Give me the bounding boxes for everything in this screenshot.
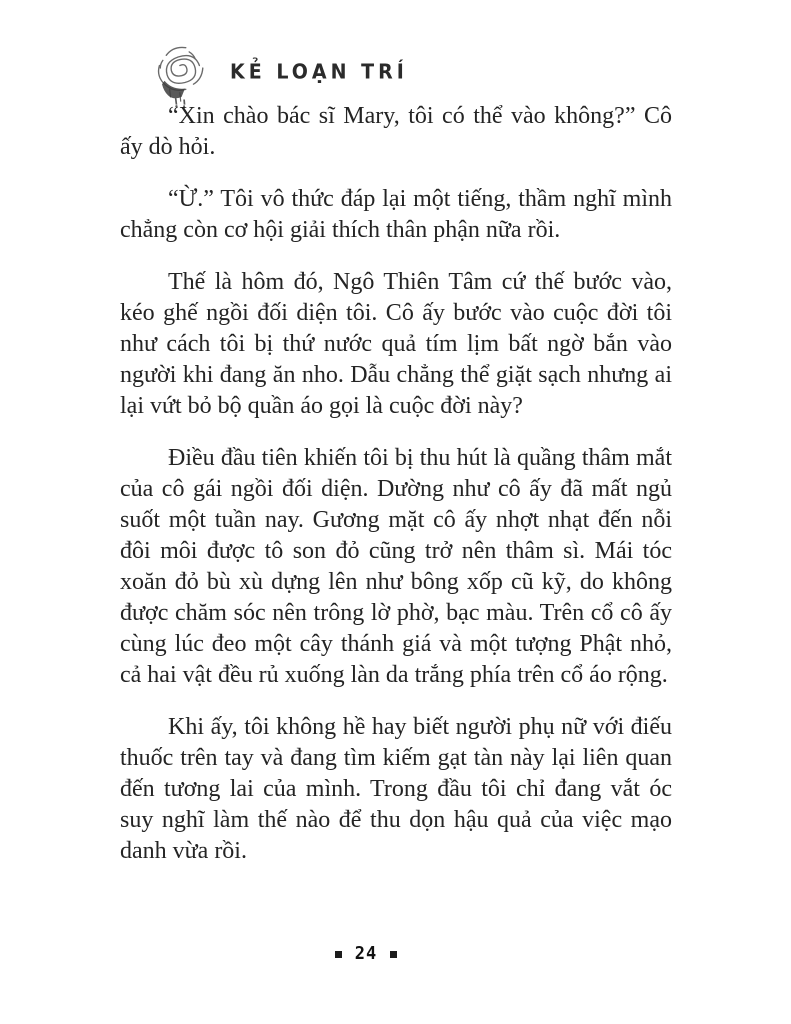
page-header [148, 40, 408, 108]
book-title: KẺ LOẠN TRÍ [230, 59, 408, 84]
body-paragraph: Điều đầu tiên khiến tôi bị thu hút là quầng thâm mắt của cô gái ngồi đối diện. Dường như cô ấy đã mất ngủ suốt một tuần nay. Gương mặt cô ấy nhợt nhạt đến nỗi đôi môi được tô son đỏ cũng trở nên thâm sì. Mái tóc xoăn đỏ bù xù dựng lên như bông xốp cũ kỹ, do không được chăm sóc nên trông lờ phờ, bạc màu. Trên cổ cô ấy cùng lúc đeo một cây thánh giá và một tượng Phật nhỏ, cả hai vật đều rủ xuống làn da trắng phía trên cổ áo rộng. [120, 445, 672, 688]
body-paragraph: Khi ấy, tôi không hề hay biết người phụ nữ với điếu thuốc trên tay và đang tìm kiếm gạt tàn này lại liên quan đến tương lai của mình. Trong đầu tôi chỉ đang vắt óc suy nghĩ làm thế nào để thu dọn hậu quả của việc mạo danh vừa rồi. [120, 714, 672, 864]
body-paragraph: “Xin chào bác sĩ Mary, tôi có thể vào không?” Cô ấy dò hỏi. [120, 103, 672, 160]
page-body [120, 101, 672, 888]
page-footer [0, 944, 732, 964]
body-paragraph: Thế là hôm đó, Ngô Thiên Tâm cứ thế bước vào, kéo ghế ngồi đối diện tôi. Cô ấy bước vào cuộc đời tôi như cách tôi bị thứ nước quả tím lịm bất ngờ bắn vào người khi đang ăn nho. Dẫu chẳng thể giặt sạch nhưng ai lại vứt bỏ bộ quần áo gọi là cuộc đời này? [120, 269, 672, 419]
rose-sketch-icon [148, 40, 210, 108]
footer-square-left-icon [335, 951, 342, 958]
body-paragraph: “Ừ.” Tôi vô thức đáp lại một tiếng, thầm nghĩ mình chẳng còn cơ hội giải thích thân phận nữa rồi. [120, 186, 672, 243]
page-number: 24 [354, 943, 378, 965]
footer-square-right-icon [390, 951, 397, 958]
